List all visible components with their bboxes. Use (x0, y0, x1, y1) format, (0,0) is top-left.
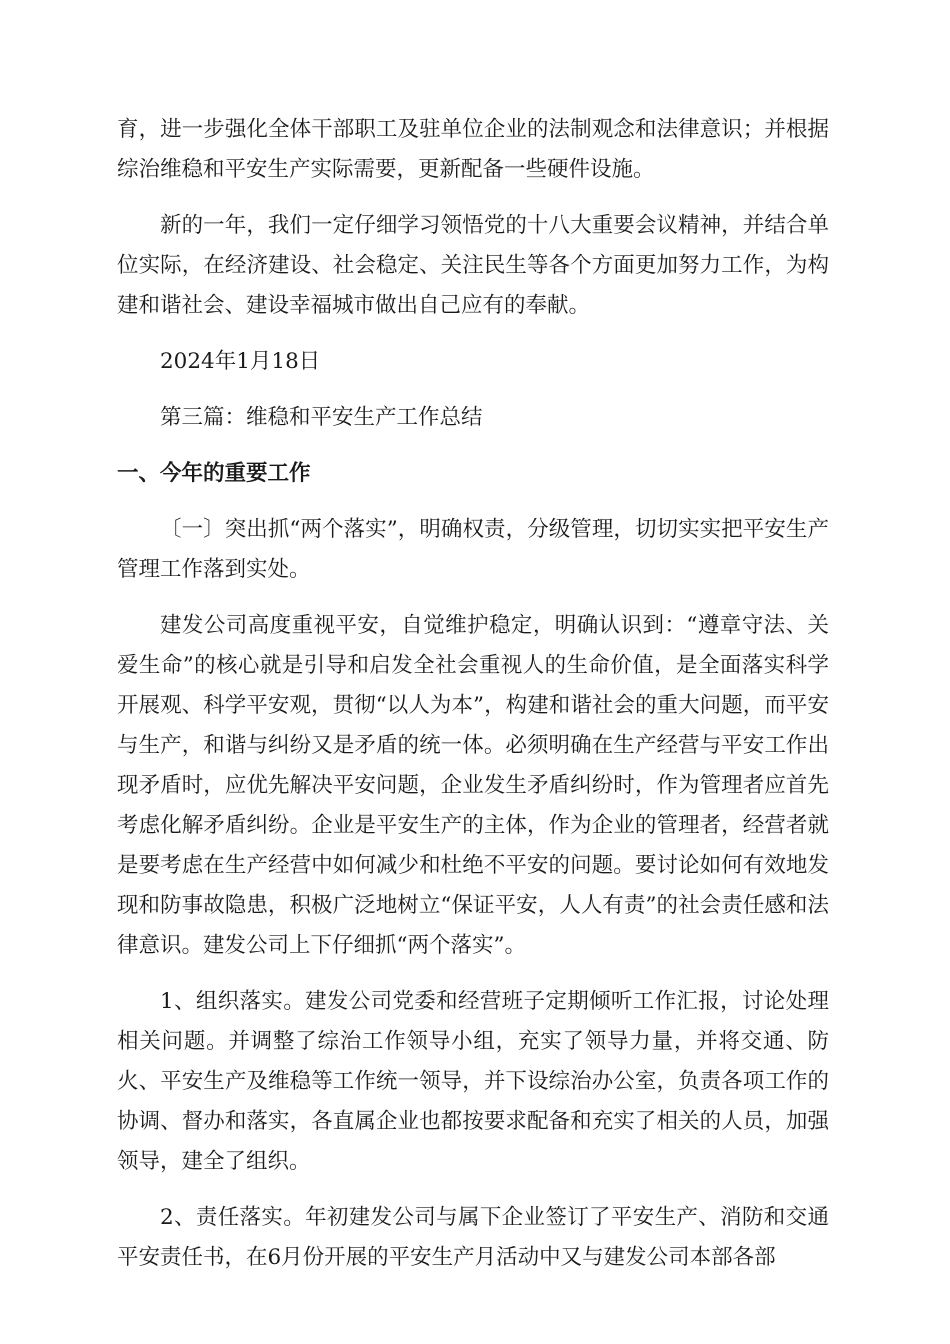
subheading-two-implementations: 〔一〕突出抓“两个落实”，明确权责，分级管理，切切实实把平安生产管理工作落到实处。 (117, 517, 829, 582)
paragraph-new-year: 新的一年，我们一定仔细学习领悟党的十八大重要会议精神，并结合单位实际，在经济建设、社会稳定、关注民生等各个方面更加努力工作，为构建和谐社会、建设幸福城市做出自己应有的奉献。 (117, 213, 829, 318)
section-title: 第三篇：维稳和平安生产工作总结 (160, 405, 483, 430)
paragraph-continuation: 育，进一步强化全体干部职工及驻单位企业的法制观念和法律意识；并根据综治维稳和平安生产实际需要，更新配备一些硬件设施。 (117, 117, 829, 182)
paragraph-organization: 1、组织落实。建发公司党委和经营班子定期倾听工作汇报，讨论处理相关问题。并调整了综治工作领导小组，充实了领导力量，并将交通、防火、平安生产及维稳等工作统一领导，并下设综治办公室，负责各项工作的协调、督办和落实，各直属企业也都按要求配备和充实了相关的人员，加强领导，建全了组织。 (117, 989, 829, 1174)
heading-main-work: 一、今年的重要工作 (117, 461, 311, 486)
document-date: 2024年1月18日 (160, 349, 321, 374)
paragraph-safety-awareness: 建发公司高度重视平安，自觉维护稳定，明确认识到：“遵章守法、关爱生命”的核心就是引导和启发全社会重视人的生命价值，是全面落实科学开展观、科学平安观，贯彻“以人为本”，构建和谐社会的重大问题，而平安与生产，和谐与纠纷又是矛盾的统一体。必须明确在生产经营与平安工作出现矛盾时，应优先解决平安问题，企业发生矛盾纠纷时，作为管理者应首先考虑化解矛盾纠纷。企业是平安生产的主体，作为企业的管理者，经营者就是要考虑在生产经营中如何减少和杜绝不平安的问题。要讨论如何有效地发现和防事故隐患，积极广泛地树立“保证平安，人人有责”的社会责任感和法律意识。建发公司上下仔细抓“两个落实”。 (117, 613, 829, 958)
paragraph-responsibility: 2、责任落实。年初建发公司与属下企业签订了平安生产、消防和交通平安责任书，在6月份开展的平安生产月活动中又与建发公司本部各部 (117, 1205, 829, 1270)
document-body (117, 110, 829, 1294)
